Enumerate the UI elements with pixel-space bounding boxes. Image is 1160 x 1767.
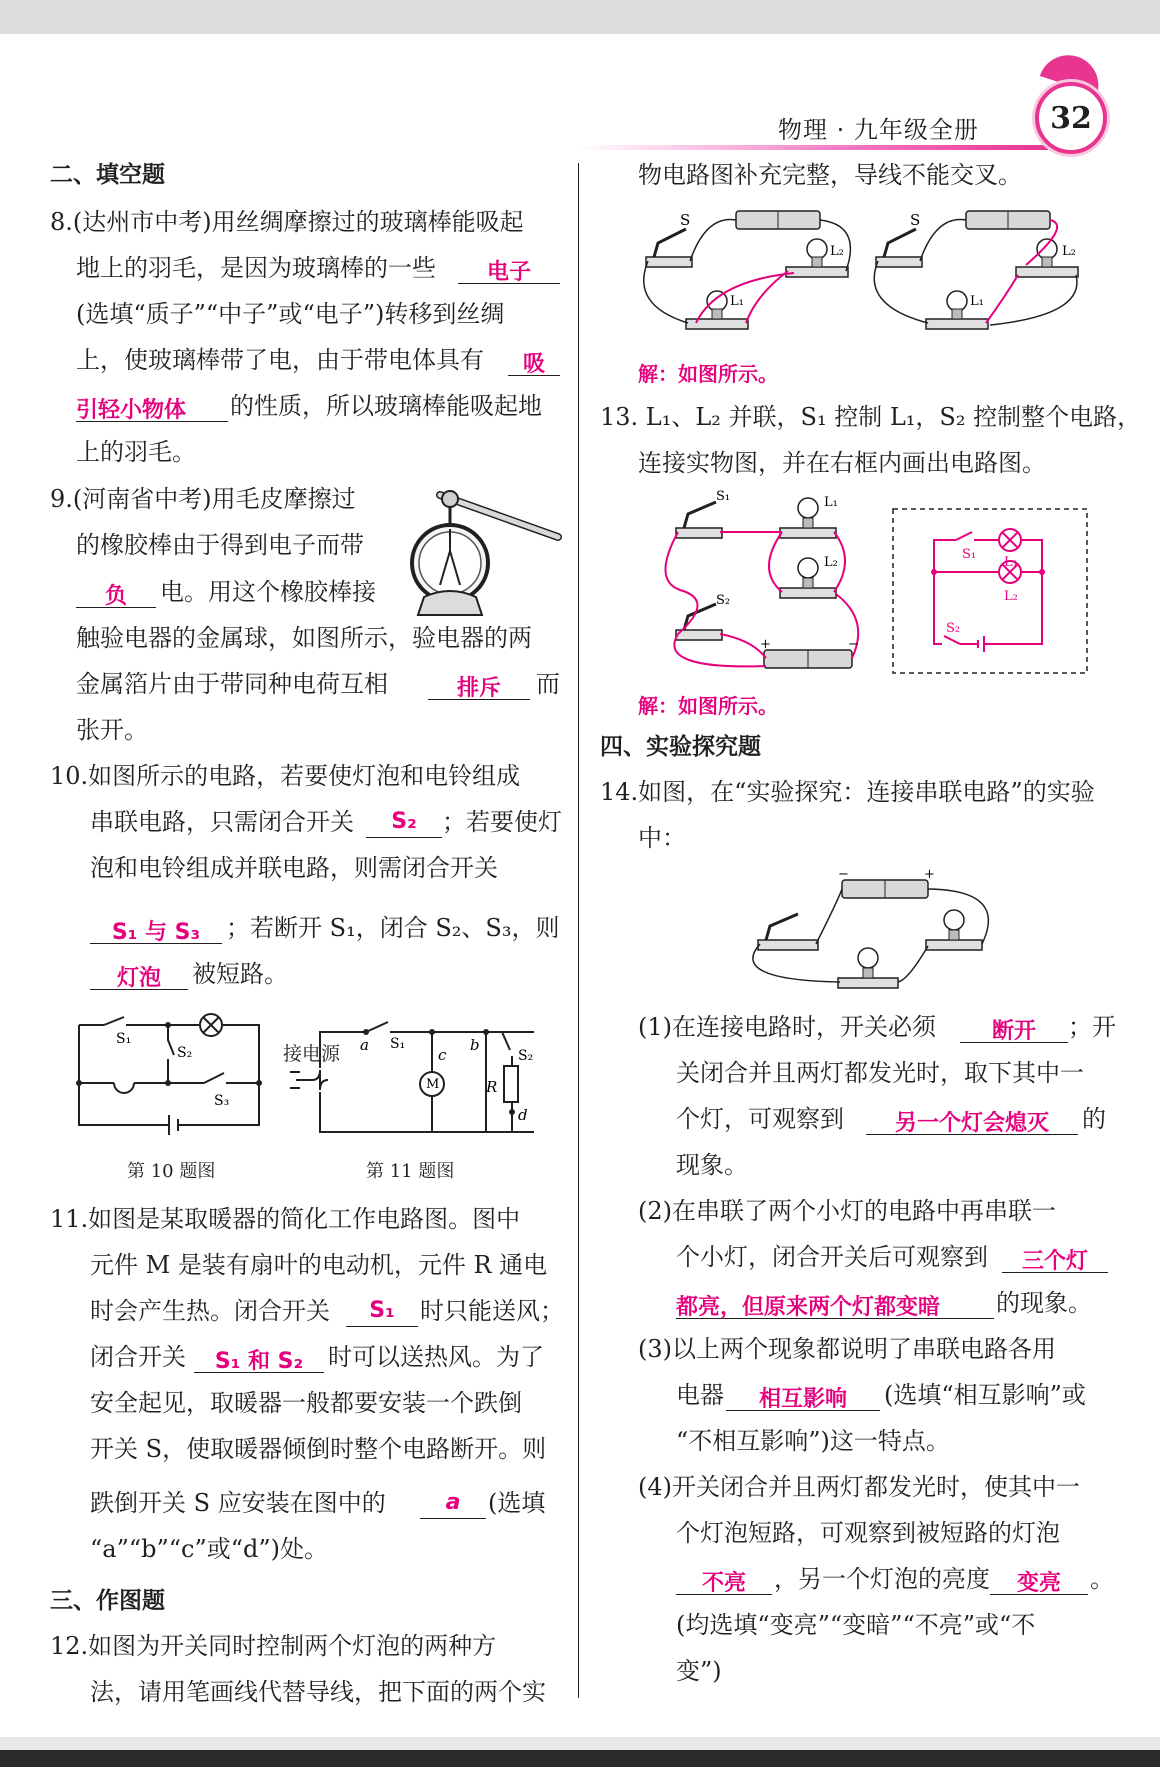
q13-line2: 连接实物图，并在右框内画出电路图。 — [638, 449, 1046, 477]
q10-line1: 10.如图所示的电路，若要使灯泡和电铃组成 — [50, 762, 521, 790]
q12-circuit-b — [866, 205, 1086, 345]
fig10-circuit — [74, 1015, 264, 1135]
q14-p3-line2: 电器 — [676, 1381, 724, 1409]
q14-series-circuit — [738, 867, 1008, 995]
q13-circuit-diagram-box — [892, 508, 1088, 674]
q11-line2: 元件 M 是装有扇叶的电动机，元件 R 通电 — [90, 1251, 548, 1279]
q8-answer2b: 引轻小物体 — [76, 398, 187, 423]
q14-p4-line3b: 。 — [1090, 1565, 1114, 1593]
q14-p2-line3: 的现象。 — [996, 1289, 1092, 1317]
fig10-s2-label: S₂ — [177, 1045, 193, 1061]
fig10-caption: 第 10 题图 — [127, 1161, 216, 1182]
q9-answer1: 负 — [104, 584, 127, 609]
q11-blank3 — [420, 1518, 486, 1519]
q12-circuit-a — [636, 205, 866, 345]
q11-answer1: S₁ — [369, 1298, 395, 1323]
q14-p4-line4: (均选填“变亮”“变暗”“不亮”或“不 — [676, 1611, 1036, 1639]
q11-line3: 时会产生热。闭合开关 — [90, 1297, 330, 1325]
q13-physical-circuit — [656, 490, 866, 680]
q12-line3: 物电路图补充完整，导线不能交叉。 — [638, 161, 1022, 189]
q9-line2: 的橡胶棒由于得到电子而带 — [76, 531, 364, 559]
fig11-s1-label: S₁ — [390, 1036, 406, 1052]
q11-answer2: S₁ 和 S₂ — [214, 1349, 304, 1374]
q14-p3-line1: (3)以上两个现象都说明了串联电路各用 — [638, 1335, 1056, 1363]
q10-blank1 — [366, 837, 442, 838]
q9-line5: 金属箔片由于带同种电荷互相 — [76, 670, 388, 698]
q12-solution-note: 解：如图所示。 — [638, 362, 778, 386]
q8-line1: 8.(达州市中考)用丝绸摩擦过的玻璃棒能吸起 — [50, 208, 524, 236]
q10-line5: 被短路。 — [192, 960, 288, 988]
q14-answer2: 另一个灯会熄灭 — [894, 1111, 1049, 1136]
q13-diagram-l1: L₁ — [1004, 555, 1018, 570]
q10-answer3: 灯泡 — [116, 966, 161, 991]
fig11-caption: 第 11 题图 — [366, 1161, 455, 1182]
q8-answer2a: 吸 — [522, 352, 545, 377]
q14-p4-line3: ，另一个灯泡的亮度 — [774, 1565, 990, 1593]
q14-answer6: 变亮 — [1016, 1571, 1061, 1596]
q12-line2: 法，请用笔画线代替导线，把下面的两个实 — [90, 1678, 546, 1706]
q14-p2-line1: (2)在串联了两个小灯的电路中再串联一 — [638, 1197, 1056, 1225]
fig10-s1-label: S₁ — [116, 1031, 132, 1047]
q11-line3b: 时只能送风； — [420, 1297, 564, 1325]
q13-diagram-l2: L₂ — [1004, 589, 1018, 604]
q13-s2-label: S₂ — [716, 593, 731, 608]
q9-line3: 电。用这个橡胶棒接 — [160, 578, 376, 606]
section-heading-fill-blank: 二、填空题 — [50, 162, 165, 188]
q9-line6: 张开。 — [76, 716, 148, 744]
q10-answer2: S₁ 与 S₃ — [111, 920, 201, 945]
q14-p1-line2: 关闭合并且两灯都发光时，取下其中一 — [676, 1059, 1084, 1087]
q9-line5b: 而 — [536, 670, 560, 698]
q12b-l2-label: L₂ — [1062, 244, 1076, 259]
q14-answer5: 不亮 — [701, 1571, 746, 1596]
q14-p1-line3: 个灯，可观察到 — [676, 1105, 844, 1133]
q10-line2: 串联电路，只需闭合开关 — [90, 808, 354, 836]
electroscope-figure — [410, 485, 560, 620]
q13-diagram-s2: S₂ — [946, 621, 961, 636]
q14-line2: 中： — [638, 824, 686, 852]
header-rule — [578, 145, 1048, 150]
q13-l1-label: L₁ — [824, 495, 838, 510]
q14-plus-label: + — [924, 867, 935, 882]
viewer-top-bar — [0, 0, 1160, 34]
section-heading-experiment: 四、实验探究题 — [600, 734, 761, 760]
column-divider — [578, 163, 579, 1698]
q8-line6: 上的羽毛。 — [76, 438, 196, 466]
q13-l2-label: L₂ — [824, 555, 838, 570]
q14-answer1: 断开 — [991, 1019, 1036, 1044]
q14-answer4: 相互影响 — [758, 1387, 847, 1412]
q11-line8: “a”“b”“c”或“d”)处。 — [90, 1535, 328, 1563]
q14-p3-line3: “不相互影响”)这一特点。 — [676, 1427, 950, 1455]
viewer-bottom-bar — [0, 1750, 1160, 1767]
q13-solution-note: 解：如图所示。 — [638, 694, 778, 718]
q11-line4: 闭合开关 — [90, 1343, 186, 1371]
q11-line7b: (选填 — [488, 1489, 546, 1517]
q14-answer3a: 三个灯 — [1021, 1249, 1088, 1274]
q14-p1-line4: 现象。 — [676, 1151, 748, 1179]
q11-line7: 跌倒开关 S 应安装在图中的 — [90, 1489, 386, 1517]
q13-plus-label: + — [760, 637, 771, 652]
fig10-s3-label: S₃ — [214, 1093, 230, 1109]
q12b-l1-label: L₁ — [970, 294, 984, 309]
fig11-s2-label: S₂ — [518, 1048, 534, 1064]
fig11-r-label: R — [486, 1078, 498, 1096]
q14-p4-line5: 变”) — [676, 1657, 722, 1685]
q14-line1: 14.如图，在“实验探究：连接串联电路”的实验 — [600, 778, 1095, 806]
q14-p1-line3b: 的 — [1082, 1105, 1106, 1133]
q12a-l1-label: L₁ — [730, 294, 744, 309]
q14-p4-line1: (4)开关闭合并且两灯都发光时，使其中一 — [638, 1473, 1080, 1501]
q10-line3: 泡和电铃组成并联电路，则需闭合开关 — [90, 854, 498, 882]
q11-line5: 安全起见，取暖器一般都要安装一个跌倒 — [90, 1389, 522, 1417]
q14-p1-line1: (1)在连接电路时，开关必须 — [638, 1013, 936, 1041]
q13-s1-label: S₁ — [716, 489, 731, 504]
q14-minus-label: − — [838, 867, 849, 882]
q8-line2: 地上的羽毛，是因为玻璃棒的一些 — [76, 254, 436, 282]
q9-line1: 9.(河南省中考)用毛皮摩擦过 — [50, 485, 356, 513]
fig11-label-a: a — [360, 1036, 369, 1054]
fig11-power-label: 接电源 — [283, 1043, 341, 1065]
q12a-l2-label: L₂ — [830, 244, 844, 259]
q11-line4b: 时可以送热风。为了 — [328, 1343, 544, 1371]
q11-answer3: a — [445, 1490, 461, 1515]
q10-answer1: S₂ — [391, 809, 417, 834]
q8-line5: 的性质，所以玻璃棒能吸起地 — [230, 392, 542, 420]
section-heading-drawing: 三、作图题 — [50, 1588, 165, 1614]
fig11-motor-label: M — [426, 1077, 440, 1092]
fig11-label-b: b — [470, 1036, 480, 1054]
q14-p2-line2: 个小灯，闭合开关后可观察到 — [676, 1243, 988, 1271]
page-number-badge — [1035, 82, 1109, 156]
q8-answer1: 电子 — [486, 260, 531, 285]
q14-p4-line2: 个灯泡短路，可观察到被短路的灯泡 — [676, 1519, 1060, 1547]
q13-diagram-s1: S₁ — [962, 547, 977, 562]
q11-line6: 开关 S，使取暖器倾倒时整个电路断开。则 — [90, 1435, 547, 1463]
q8-line4: 上，使玻璃棒带了电，由于带电体具有 — [76, 346, 484, 374]
q8-line3: (选填“质子”“中子”或“电子”)转移到丝绸 — [76, 300, 505, 328]
fig11-label-d: d — [518, 1106, 528, 1124]
q12-line1: 12.如图为开关同时控制两个灯泡的两种方 — [50, 1632, 497, 1660]
fig11-circuit — [290, 1020, 550, 1140]
q12a-s-label: S — [680, 211, 691, 229]
q13-minus-label: − — [848, 637, 859, 652]
q9-line4: 触验电器的金属球，如图所示，验电器的两 — [76, 624, 532, 652]
q12b-s-label: S — [910, 211, 921, 229]
q11-line1: 11.如图是某取暖器的简化工作电路图。图中 — [50, 1205, 521, 1233]
q14-p1-line1b: ；开 — [1068, 1013, 1116, 1041]
page-header-title: 物理 · 九年级全册 — [778, 116, 979, 144]
page-number: 32 — [1035, 82, 1107, 154]
q9-answer2: 排斥 — [456, 676, 501, 701]
q14-answer3b: 都亮，但原来两个灯都变暗 — [676, 1295, 941, 1320]
q13-line1: 13. L₁、L₂ 并联，S₁ 控制 L₁，S₂ 控制整个电路， — [600, 403, 1142, 431]
fig11-label-c: c — [438, 1046, 447, 1064]
q14-p3-line2b: (选填“相互影响”或 — [884, 1381, 1086, 1409]
q10-line4: ；若断开 S₁，闭合 S₂、S₃，则 — [226, 914, 560, 942]
q10-line2b: ；若要使灯 — [442, 808, 562, 836]
q11-blank1 — [346, 1326, 418, 1327]
